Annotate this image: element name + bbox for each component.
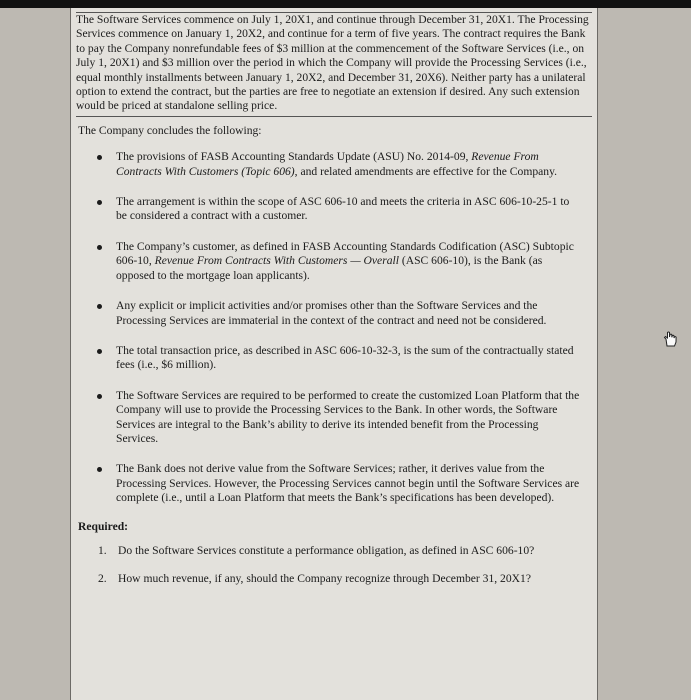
top-edge: [0, 0, 691, 8]
bullet-icon: [97, 304, 102, 309]
document-content: [76, 12, 592, 601]
list-item: The Bank does not derive value from the Software Services; rather, it derives value from the Processing Services. However, the Processing Services cannot begin until the Software Services are complete (i.e., until a Loan Platform that meets the Bank’s specifications has been developed).: [76, 462, 592, 505]
required-heading: Required:: [78, 519, 129, 533]
bullet-icon: [97, 155, 102, 160]
document-page: [70, 8, 598, 700]
question-list: [76, 544, 592, 587]
list-item: The Company’s customer, as defined in FASB Accounting Standards Codification (ASC) Subtopic 606-10, Revenue From Contracts With Customers — Overall (ASC 606-10), is the Bank (as opposed to the mortgage loan applicants).: [76, 240, 592, 283]
list-item: The arrangement is within the scope of ASC 606-10 and meets the criteria in ASC 606-10-25-1 to be considered a contract with a customer.: [76, 195, 592, 224]
bullet-icon: [97, 467, 102, 472]
conclusion-intro: The Company concludes the following:: [78, 123, 262, 137]
question-number: 2.: [98, 572, 107, 586]
question-number: 1.: [98, 543, 107, 557]
intro-paragraph: The Software Services commence on July 1, 20X1, and continue through December 31, 20X1. The Processing Services commence on January 1, 20X2, and continue for a term of five years. The contract requires the Bank to pay the Company nonrefundable fees of $3 million at the commencement of the Software Services (i.e., on July 1, 20X1) and $3 million over the period in which the Company will provide the Processing Services (i.e., equal monthly installments between January 1, 20X2, and December 31, 20X6). Neither party has a unilateral option to extend the contract, but the parties are free to negotiate an extension if desired. Any such extension would be priced at standalone selling price.: [76, 12, 592, 117]
question-item: [76, 544, 592, 558]
hand-cursor-icon: [663, 330, 679, 348]
bullet-icon: [97, 394, 102, 399]
bullet-icon: [97, 200, 102, 205]
question-item: [76, 572, 592, 586]
list-item: The total transaction price, as described in ASC 606-10-32-3, is the sum of the contractually stated fees (i.e., $6 million).: [76, 344, 592, 373]
conclusion-list: [76, 150, 592, 505]
question-text: Do the Software Services constitute a performance obligation, as defined in ASC 606-10?: [118, 543, 535, 557]
bullet-icon: [97, 349, 102, 354]
list-item: Any explicit or implicit activities and/or promises other than the Software Services and the Processing Services are immaterial in the context of the contract and need not be considered.: [76, 299, 592, 328]
list-item: The Software Services are required to be performed to create the customized Loan Platform that the Company will use to provide the Processing Services to the Bank. In other words, the Software Services are integral to the Bank’s ability to derive its intended benefit from the Processing Services.: [76, 389, 592, 447]
question-text: How much revenue, if any, should the Company recognize through December 31, 20X1?: [118, 572, 531, 586]
bullet-icon: [97, 245, 102, 250]
list-item: The provisions of FASB Accounting Standards Update (ASU) No. 2014-09, Revenue From Contracts With Customers (Topic 606), and related amendments are effective for the Company.: [76, 150, 592, 179]
